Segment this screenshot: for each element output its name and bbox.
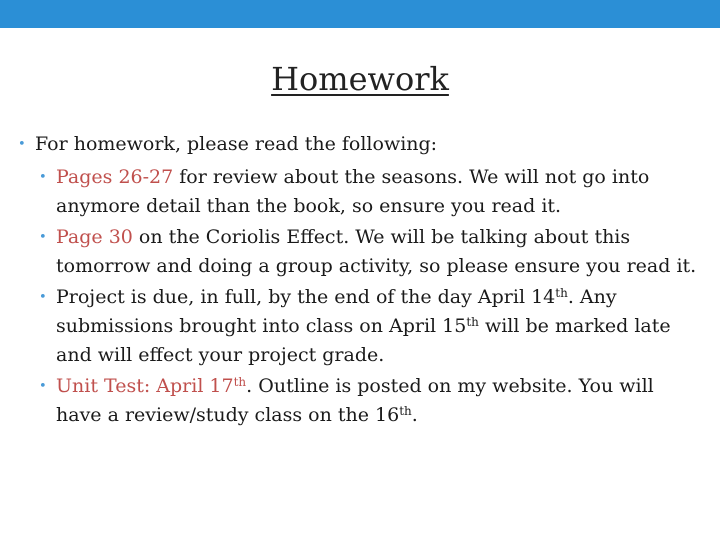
project-text-3: will be marked late and will effect your project grade.	[56, 315, 671, 366]
unit-test-text-2: .	[411, 404, 418, 426]
sub-bullet-list	[14, 163, 704, 430]
unit-test-highlight: Unit Test: April 17	[56, 375, 234, 397]
bullet-pages	[14, 163, 704, 221]
project-text-2: . Any submissions brought into class on April 15	[56, 286, 617, 337]
bullet-unit-test	[14, 372, 704, 430]
project-sup-2: th	[466, 315, 479, 329]
bullet-icon: •	[39, 290, 47, 305]
slide-content	[14, 130, 704, 432]
project-text-1: Project is due, in full, by the end of the day April 14	[56, 286, 556, 308]
pages-highlight: Pages 26-27	[56, 166, 174, 188]
bullet-icon: •	[39, 170, 47, 185]
unit-test-sup-2: th	[399, 404, 412, 418]
bullet-coriolis	[14, 223, 704, 281]
header-bar	[0, 0, 720, 28]
bullet-icon: •	[39, 379, 47, 394]
project-sup-1: th	[555, 286, 568, 300]
bullet-icon: •	[18, 137, 26, 152]
slide-title: Homework	[271, 60, 449, 98]
unit-test-sup: th	[233, 375, 247, 389]
bullet-project	[14, 283, 704, 370]
intro-text: For homework, please read the following:	[35, 133, 438, 155]
page-highlight: Page 30	[56, 226, 133, 248]
bullet-intro	[14, 130, 704, 159]
pages-text: for review about the seasons. We will not go into anymore detail than the book, so ensure you read it.	[56, 166, 650, 217]
unit-test-text-1: . Outline is posted on my website. You will have a review/study class on the 16	[56, 375, 654, 426]
slide-title-container	[0, 60, 720, 98]
bullet-icon: •	[39, 230, 47, 245]
coriolis-text: on the Coriolis Effect. We will be talking about this tomorrow and doing a group activity, so please ensure you read it.	[56, 226, 697, 277]
